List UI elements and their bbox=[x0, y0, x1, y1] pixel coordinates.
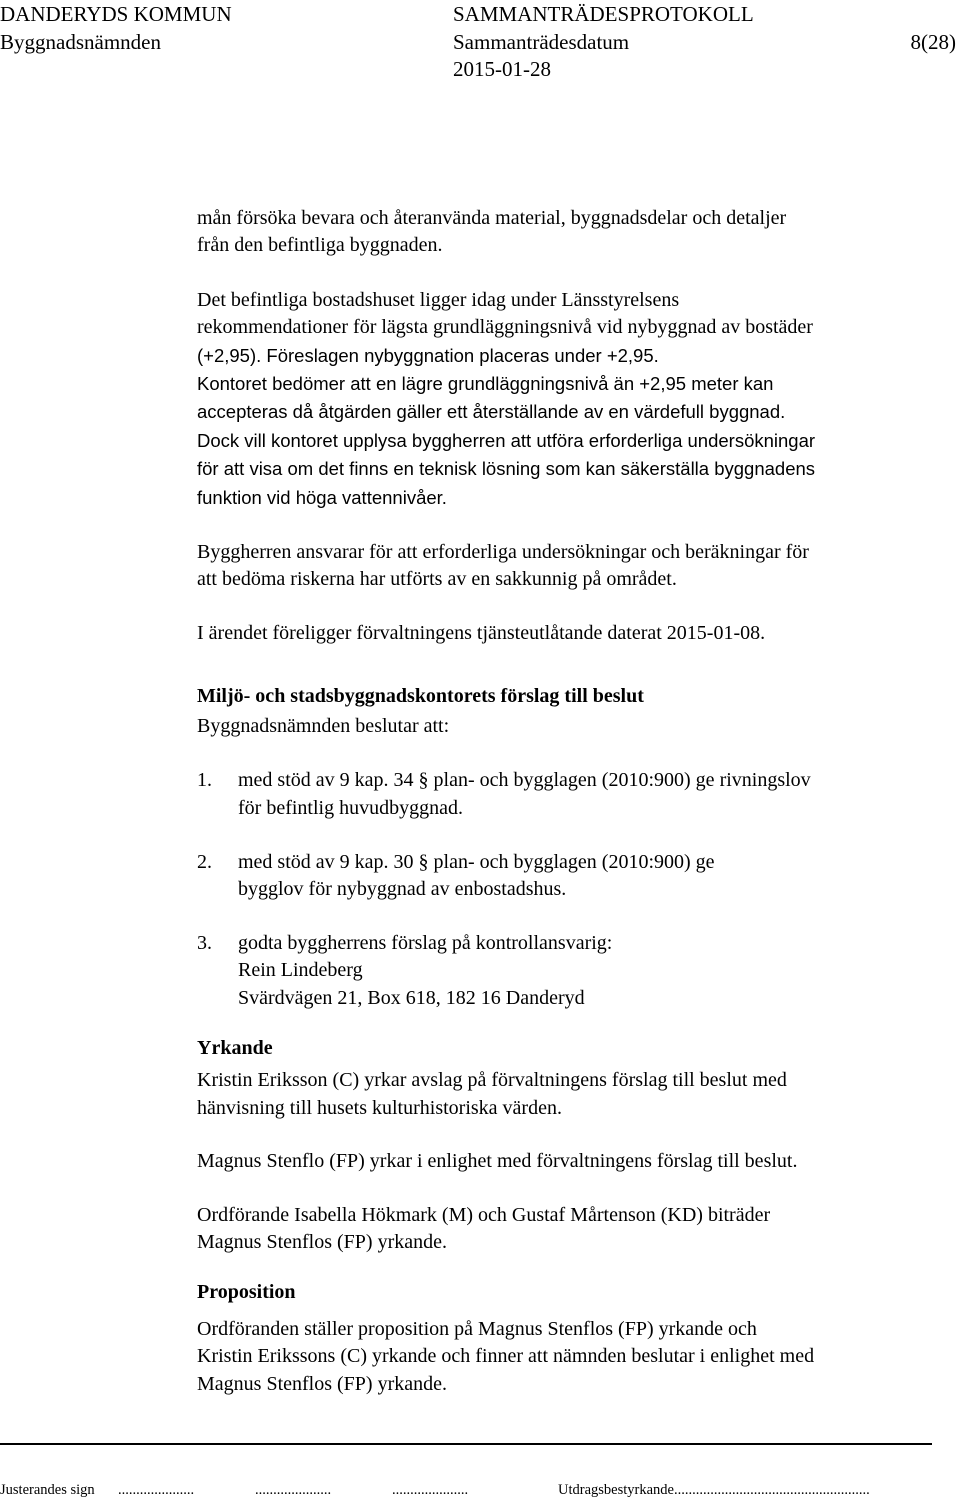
line: Kontoret bedömer att en lägre grundläggningsnivå än +2,95 meter kan bbox=[197, 373, 774, 395]
line: Dock vill kontoret upplysa byggherren att utföra erforderliga undersökningar bbox=[197, 429, 816, 451]
heading-proposition: Proposition bbox=[197, 1281, 296, 1304]
signature-field[interactable]: ..................... bbox=[118, 1482, 195, 1498]
line: Byggherren ansvarar för att erforderliga undersökningar och beräkningar för bbox=[197, 541, 809, 564]
meeting-date-label: Sammanträdesdatum bbox=[453, 30, 630, 54]
line: Rein Lindeberg bbox=[238, 959, 363, 982]
item-number: 1. bbox=[197, 769, 212, 792]
paragraph-statement-reference: I ärendet föreligger förvaltningens tjänsteutlåtande daterat 2015-01-08. bbox=[197, 621, 766, 644]
signature-field[interactable]: ..................... bbox=[255, 1482, 332, 1498]
line: med stöd av 9 kap. 30 § plan- och bygglagen (2010:900) ge bbox=[238, 850, 715, 873]
line: (+2,95). Föreslagen nybyggnation placeras under +2,95. bbox=[197, 344, 659, 366]
line: hänvisning till husets kulturhistoriska värden. bbox=[197, 1096, 562, 1119]
line: bygglov för nybyggnad av enbostadshus. bbox=[238, 878, 567, 901]
line: Kristin Eriksson (C) yrkar avslag på förvaltningens förslag till beslut med bbox=[197, 1069, 787, 1092]
line: Kristin Erikssons (C) yrkande och finner att nämnden beslutar i enlighet med bbox=[197, 1345, 815, 1368]
line: att bedöma riskerna har utförts av en sakkunnig på området. bbox=[197, 568, 677, 591]
line: godta byggherrens förslag på kontrollansvarig: bbox=[238, 931, 613, 954]
decision-intro: Byggnadsnämnden beslutar att: bbox=[197, 714, 450, 737]
committee-name: Byggnadsnämnden bbox=[0, 30, 161, 54]
decision-item bbox=[197, 930, 937, 1012]
line: rekommendationer för lägsta grundläggningsnivå vid nybyggnad av bostäder bbox=[197, 316, 813, 339]
heading-proposal: Miljö- och stadsbyggnadskontorets förslag till beslut bbox=[197, 685, 644, 708]
paragraph-builder-responsibility bbox=[197, 539, 937, 594]
decision-item bbox=[197, 767, 937, 822]
meeting-date: 2015-01-28 bbox=[453, 57, 551, 81]
line: mån försöka bevara och återanvända material, byggnadsdelar och detaljer bbox=[197, 207, 787, 229]
item-number: 2. bbox=[197, 850, 212, 873]
line: med stöd av 9 kap. 34 § plan- och bygglagen (2010:900) ge rivningslov bbox=[238, 769, 811, 792]
line: Magnus Stenflos (FP) yrkande. bbox=[197, 1230, 447, 1253]
line: för befintlig huvudbyggnad. bbox=[238, 796, 463, 819]
line: från den befintliga byggnaden. bbox=[197, 234, 443, 257]
line: för att visa om det finns en teknisk lösning som kan säkerställa byggnadens bbox=[197, 458, 816, 480]
line: Det befintliga bostadshuset ligger idag under Länsstyrelsens bbox=[197, 288, 680, 311]
line: accepteras då åtgärden gäller ett återställande av en värdefull byggnad. bbox=[197, 401, 786, 423]
document-type: SAMMANTRÄDESPROTOKOLL bbox=[453, 2, 754, 26]
paragraph-materials bbox=[197, 205, 937, 260]
line: Ordförande Isabella Hökmark (M) och Gustaf Mårtenson (KD) biträder bbox=[197, 1203, 771, 1226]
signature-field[interactable]: ..................... bbox=[392, 1482, 469, 1498]
paragraph-foundation-level bbox=[197, 287, 937, 512]
org-name: DANDERYDS KOMMUN bbox=[0, 2, 232, 26]
proposition-text bbox=[197, 1316, 937, 1398]
decision-item bbox=[197, 849, 937, 904]
line: Svärdvägen 21, Box 618, 182 16 Danderyd bbox=[238, 986, 585, 1009]
motion-stenflo: Magnus Stenflo (FP) yrkar i enlighet med förvaltningens förslag till beslut. bbox=[197, 1150, 798, 1173]
line: Ordföranden ställer proposition på Magnus Stenflos (FP) yrkande och bbox=[197, 1317, 757, 1340]
motion-support bbox=[197, 1202, 937, 1257]
heading-motion: Yrkande bbox=[197, 1036, 273, 1059]
motion-eriksson bbox=[197, 1067, 937, 1122]
adjuster-sign-label: Justerandes sign bbox=[0, 1482, 95, 1498]
extract-certification-field[interactable]: Utdragsbestyrkande...................................................... bbox=[558, 1482, 870, 1498]
footer-divider bbox=[0, 1443, 932, 1445]
document-body bbox=[197, 205, 937, 1398]
line: funktion vid höga vattennivåer. bbox=[197, 486, 447, 508]
page-number: 8(28) bbox=[910, 30, 956, 54]
item-number: 3. bbox=[197, 931, 212, 954]
line: Magnus Stenflos (FP) yrkande. bbox=[197, 1372, 447, 1395]
